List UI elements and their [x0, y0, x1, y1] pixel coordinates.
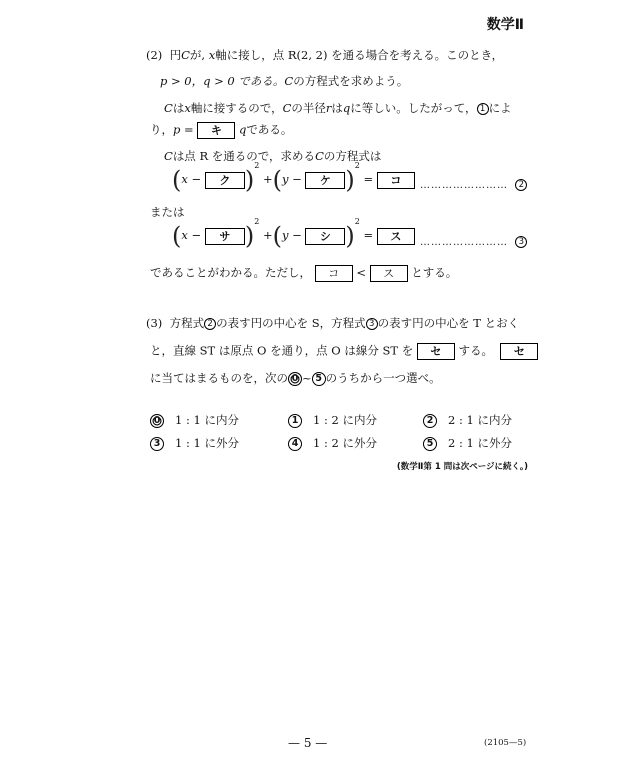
paren-open: (	[272, 166, 282, 194]
choice-text: 1 : 2 に外分	[312, 436, 377, 450]
circled-number: 3	[366, 318, 378, 330]
exponent: 2	[254, 161, 260, 170]
minus: −	[292, 172, 302, 186]
part3-number: (3)	[146, 316, 163, 330]
part3-line-1	[146, 318, 519, 330]
var-y: y	[281, 228, 289, 242]
text: であることがわかる。ただし，	[150, 265, 311, 280]
text: によ	[488, 101, 512, 115]
circled-number: 3	[515, 236, 527, 248]
var-c: C	[284, 74, 294, 88]
var-x: x	[181, 172, 188, 186]
continue-note: (数学Ⅱ第 1 問は次ページに続く。)	[396, 462, 528, 472]
text: 軸に接し，点 R(2, 2) を通る場合を考える。このとき，	[215, 48, 504, 62]
plus: +	[262, 172, 273, 186]
leader-dots: ……………………	[420, 180, 508, 191]
equation-2-label	[420, 179, 527, 191]
answer-box-ku[interactable]: ク	[205, 172, 245, 189]
paren-close: )	[244, 222, 255, 250]
circled-number: 2	[204, 318, 216, 330]
reference-box-ko: コ	[315, 265, 353, 282]
text: とする。	[411, 265, 458, 280]
part2-line-5	[164, 151, 381, 163]
minus: −	[292, 228, 302, 242]
choice-mark-0: 0	[288, 372, 302, 386]
text: が,	[189, 48, 206, 62]
paren-close: )	[345, 166, 355, 194]
equals: =	[363, 172, 374, 186]
text: は	[172, 101, 185, 115]
part2-line-3	[164, 103, 512, 115]
choice-mark-5: 5	[312, 372, 326, 386]
choice-0[interactable]	[150, 414, 239, 428]
part2-line-4	[150, 122, 292, 139]
choice-1[interactable]	[288, 414, 377, 428]
page-number: — 5 —	[288, 736, 328, 750]
text: の方程式は	[323, 149, 382, 163]
part3-line-2	[150, 343, 538, 360]
condition: p > 0，q > 0 である。	[160, 74, 285, 88]
answer-box-ke[interactable]: ケ	[305, 172, 345, 189]
choice-text: 1 : 1 に外分	[174, 436, 239, 450]
text: は	[331, 101, 343, 115]
text: り，	[150, 122, 173, 137]
reference-box-su: ス	[370, 265, 408, 282]
minus: −	[191, 228, 202, 242]
part2-number: (2)	[146, 48, 163, 62]
paren-open: (	[172, 166, 182, 194]
leader-dots: ……………………	[420, 237, 508, 248]
text: は点 R を通るので，求める	[172, 149, 316, 163]
choice-0-mark: 0	[150, 414, 164, 428]
exponent: 2	[354, 161, 360, 170]
text: 円	[169, 48, 182, 62]
choice-text: 1 : 2 に内分	[312, 413, 377, 427]
choice-4[interactable]	[288, 437, 377, 451]
text: に当てはまるものを，次の	[150, 371, 288, 385]
equation-2	[172, 161, 415, 194]
var-q: q	[342, 101, 351, 115]
part3-line-3	[150, 372, 441, 386]
var-c: C	[164, 149, 173, 163]
part2-line-2	[160, 76, 408, 88]
text: の表す円の中心を S，方程式	[216, 316, 366, 330]
answer-box-se[interactable]: セ	[417, 343, 455, 360]
text: する。	[458, 343, 494, 358]
choice-text: 2 : 1 に外分	[447, 436, 512, 450]
var-x: x	[181, 228, 188, 242]
var-x: x	[184, 101, 191, 115]
var-x: x	[208, 48, 216, 62]
tilde: ~	[302, 371, 312, 385]
choice-2[interactable]	[423, 414, 512, 428]
less-than: <	[356, 265, 366, 280]
part2-line-8	[150, 265, 457, 282]
equals: =	[184, 122, 194, 137]
text: の表す円の中心を T とおく	[377, 316, 520, 330]
answer-box-ki[interactable]: キ	[197, 122, 235, 139]
text: 軸に接するので，	[190, 101, 283, 115]
var-c: C	[282, 101, 292, 115]
part2-line-1	[146, 50, 503, 62]
paren-open: (	[172, 222, 182, 250]
choice-1-mark: 1	[288, 414, 302, 428]
plus: +	[262, 228, 273, 242]
choice-3-mark: 3	[150, 437, 164, 451]
paren-open: (	[272, 222, 282, 250]
text: の半径	[291, 101, 326, 115]
reference-box-se: セ	[500, 343, 538, 360]
exponent: 2	[254, 217, 260, 226]
choice-2-mark: 2	[423, 414, 437, 428]
equation-3	[172, 217, 415, 250]
text: に等しい。したがって，	[350, 101, 477, 115]
subject-header: 数学Ⅱ	[486, 17, 524, 33]
choice-text: 1 : 1 に内分	[174, 413, 239, 427]
choice-text: 2 : 1 に内分	[447, 413, 512, 427]
equals: =	[363, 228, 374, 242]
text: である。	[246, 122, 293, 137]
answer-box-ko[interactable]: コ	[377, 172, 415, 189]
circled-number: 1	[477, 103, 489, 115]
paren-close: )	[345, 222, 355, 250]
exponent: 2	[354, 217, 360, 226]
circled-number: 2	[515, 179, 527, 191]
choice-3[interactable]	[150, 437, 239, 451]
choice-4-mark: 4	[288, 437, 302, 451]
page-code: (2105—5)	[484, 738, 527, 748]
minus: −	[191, 172, 202, 186]
text: 方程式	[169, 316, 205, 330]
var-c: C	[164, 101, 173, 115]
text: の方程式を求めよう。	[293, 74, 409, 88]
var-y: y	[281, 172, 289, 186]
answer-box-sa[interactable]: サ	[205, 228, 245, 245]
equation-3-label	[420, 236, 527, 248]
choice-5-mark: 5	[423, 437, 437, 451]
var-q: q	[238, 122, 247, 137]
text: のうちから一つ選べ。	[325, 371, 441, 385]
text: と，直線 ST は原点 O を通り，点 O は線分 ST を	[150, 343, 414, 358]
answer-box-su[interactable]: ス	[377, 228, 415, 245]
var-c: C	[181, 48, 190, 62]
or-text: または	[150, 205, 185, 219]
var-p: p	[173, 122, 181, 137]
answer-box-shi[interactable]: シ	[305, 228, 345, 245]
var-c: C	[315, 149, 324, 163]
paren-close: )	[244, 166, 255, 194]
choice-5[interactable]	[423, 437, 512, 451]
var-r: r	[325, 101, 332, 115]
